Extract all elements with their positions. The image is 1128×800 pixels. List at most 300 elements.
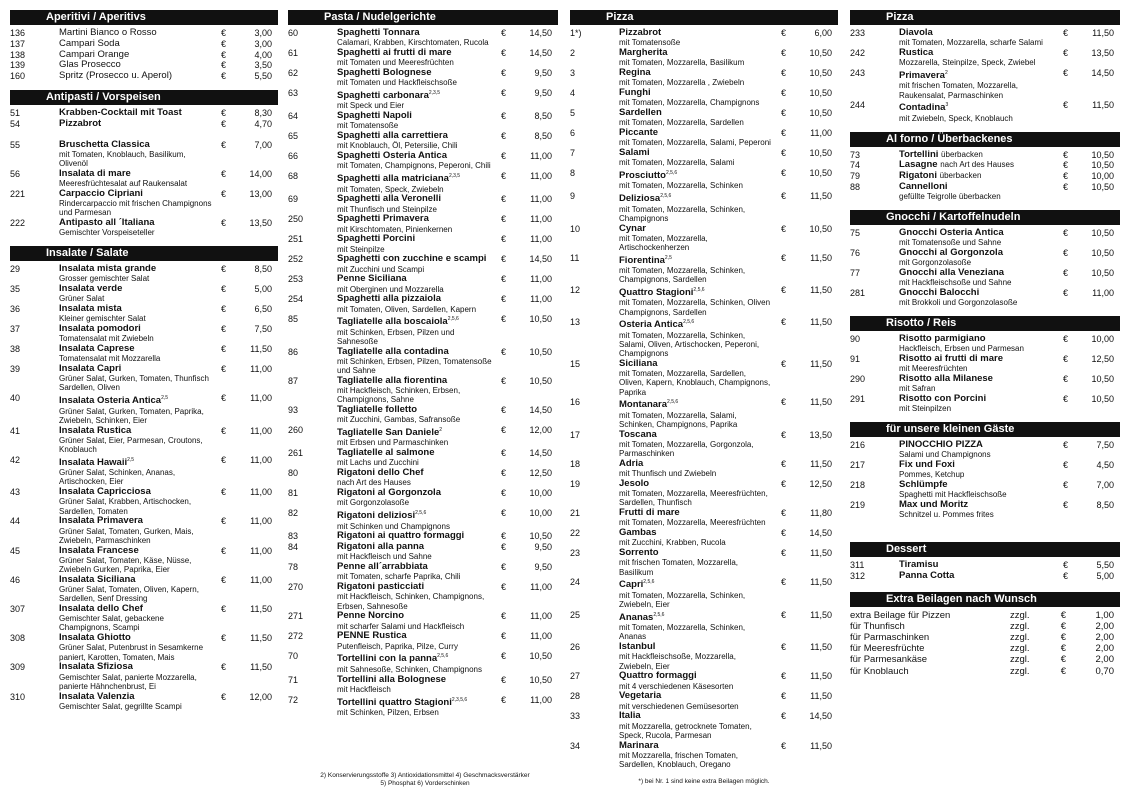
item-number: 8 [570,168,576,178]
extra-item [850,610,1120,621]
item-number: 76 [850,247,861,258]
item-description: mit Tomaten, Mozzarella, scharfe Salami [899,38,1043,48]
item-price: 14,50 [809,711,832,722]
item-description: Gemischter Salat, panierte Mozzarella, panierte Hähnchenbrust, Ei [59,672,197,691]
item-number: 308 [10,633,26,644]
item-name-text: Insalata Capri [59,362,122,374]
item-number: 138 [10,49,26,60]
currency-symbol: € [780,548,786,559]
currency-symbol: € [500,111,506,122]
item-number: 217 [850,459,866,470]
menu-item [850,354,1120,373]
item-name [337,171,492,184]
item-number: 68 [288,171,299,182]
item-price: 5,50 [1096,559,1114,570]
item-name-text: Osteria Antica [619,319,684,331]
section-header: Pizza [570,10,838,25]
currency-symbol: € [220,603,226,614]
menu-item [570,528,838,547]
currency-symbol: € [1062,559,1068,570]
currency-symbol: € [1060,665,1066,677]
item-name-text: Spaghetti Primavera [337,213,429,225]
item-price: 6,50 [254,303,272,314]
currency-symbol: € [500,468,506,479]
menu-item [288,171,558,194]
item-price: 14,50 [1091,68,1114,78]
item-description: mit Tomaten, Mozzarella , Zwiebeln [619,78,745,88]
item-description: mit frischen Tomaten, Mozzarella, Basilikum [619,558,739,577]
menu-item [850,440,1120,459]
item-number: 43 [10,487,21,498]
item-description: mit Zucchini, Gambas, Safransoße [337,415,461,425]
currency-symbol: € [500,294,506,305]
extra-item [850,621,1120,632]
item-name-text: Insalata di mare [59,167,131,179]
item-name [59,692,212,702]
item-price: 13,50 [1091,48,1114,58]
item-description: Hackfleisch, Erbsen und Parmesan [899,344,1024,354]
extra-price: 0,70 [1095,665,1114,677]
currency-symbol: € [500,542,506,553]
item-description: mit 4 verschiedenen Käsesorten [619,681,734,691]
item-number: 28 [570,691,581,702]
currency-symbol: € [1060,631,1066,643]
extra-name: für Parmaschinken [850,631,930,643]
item-description: mit Zucchini und Scampi [337,264,425,274]
currency-symbol: € [220,49,226,60]
item-price: 12,50 [1091,353,1114,364]
item-name [337,508,492,521]
item-description: Grüner Salat, Tomaten, Oliven, Kapern, Sardellen, Senf Dressing [59,584,199,604]
currency-symbol: € [500,651,506,662]
item-price: 11,00 [1092,287,1114,298]
extra-item [850,666,1120,677]
item-name-text: Spaghetti alla carrettiera [337,130,448,142]
currency-symbol: € [780,148,786,158]
item-name [337,131,492,141]
item-number: 61 [288,48,299,58]
item-price: 3,00 [254,38,272,49]
item-description: mit Tomaten und Meeresfrüchten [337,58,454,68]
item-name-text: Penne Norcino [337,610,405,622]
item-description: Grüner Salat, Schinken, Ananas, Artischocken, Eier [59,468,176,487]
currency-symbol: € [500,375,506,386]
currency-symbol: € [220,393,226,404]
item-price: 11,50 [810,548,832,559]
currency-symbol: € [500,48,506,58]
item-price: 8,30 [254,107,272,118]
item-description: mit Thunfisch und Steinpilze [337,204,437,214]
item-description: mit Schinken, Erbsen, Pilzen, Tomatensoße und Sahne [337,356,492,376]
menu-item [570,108,838,127]
menu-item [10,218,278,237]
currency-symbol: € [1062,499,1068,510]
menu-item [10,28,278,38]
item-price: 14,50 [529,448,552,459]
item-name [59,140,212,150]
item-name [899,394,1054,404]
currency-symbol: € [220,28,226,38]
item-name-text: Sorrento [619,547,659,559]
currency-symbol: € [220,107,226,118]
item-price: 11,00 [250,363,272,374]
extra-name: für Parmesankäse [850,654,928,666]
item-name-text: Spaghetti alla matriciana [337,173,449,185]
extra-name: für Meeresfrüchte [850,643,925,655]
item-description: mit Tomaten, Mozzarella, Schinken, Champignons [619,204,746,223]
item-price: 8,50 [1096,499,1114,510]
item-name [619,148,772,158]
menu-item [570,711,838,740]
menu-item [850,394,1120,413]
item-number: 218 [850,479,866,490]
item-description: mit Tomaten, Mozzarella, Basilikum [619,58,745,68]
currency-symbol: € [220,38,226,49]
item-number: 10 [570,223,581,234]
item-number: 64 [288,111,299,122]
item-name [337,448,492,458]
pizza-footnote: *) bei Nr. 1 sind keine extra Beilagen möglich. [638,778,770,785]
extra-unit: zzgl. [1010,665,1030,677]
menu-item [288,111,558,130]
item-name-text: Panna Cotta [899,569,955,581]
currency-symbol: € [1062,247,1068,258]
item-name-text: Tagliatelle alla boscaiola [337,316,448,328]
currency-symbol: € [780,223,786,234]
item-number: 22 [570,528,581,539]
item-price: 7,50 [1096,439,1114,450]
menu-item [10,71,278,81]
item-description: mit verschiedenen Gemüsesorten [619,701,739,711]
currency-symbol: € [1062,160,1068,171]
extra-item [850,632,1120,643]
currency-symbol: € [1062,570,1068,581]
item-description: Calamari, Krabben, Kirschtomaten, Rucola [337,38,489,48]
item-name [337,194,492,204]
additive-footnote: 2,5,6 [437,653,449,660]
item-price: 10,50 [1091,267,1114,278]
menu-item [570,459,838,478]
item-name-text: Spaghetti alla Veronelli [337,193,442,205]
item-price: 11,50 [1092,100,1114,111]
item-number: 71 [288,674,299,685]
extra-price: 1,00 [1095,609,1114,621]
item-description: mit Oberginen und Mozzarella [337,284,444,294]
currency-symbol: € [1062,181,1068,192]
menu-column-2 [288,10,558,718]
menu-item [850,248,1120,267]
menu-item [288,448,558,467]
item-description: mit Steinpilzen [899,404,952,414]
menu-item [850,28,1120,47]
item-name [899,334,1054,344]
item-number: 260 [288,425,304,436]
menu-item [850,288,1120,307]
item-name [899,28,1054,38]
item-name-text: Italia [619,710,641,722]
currency-symbol: € [500,582,506,593]
menu-item [570,285,838,317]
item-name [899,480,1054,490]
item-price: 10,00 [529,508,552,519]
item-name [619,168,772,181]
menu-item [570,397,838,429]
currency-symbol: € [500,674,506,685]
currency-symbol: € [780,168,786,178]
currency-symbol: € [780,108,786,118]
item-description: Grüner Salat, Tomaten, Gurken, Mais, Zwiebeln, Parmaschinken [59,526,194,545]
menu-item [570,671,838,690]
currency-symbol: € [500,214,506,225]
item-description: mit Schinken, Erbsen, Pilzen und Sahnesoße [337,327,455,346]
menu-item [288,274,558,293]
extra-unit: zzgl. [1010,654,1030,666]
menu-item [288,531,558,541]
item-number: 21 [570,508,581,519]
item-price: 9,50 [534,88,552,98]
extra-item [850,654,1120,665]
item-name [619,317,772,330]
item-name-text: Insalata Francese [59,544,139,556]
item-name-text: Antipasto all ´Italiana [59,216,155,228]
item-price: 11,00 [530,274,552,285]
item-name-text: Schlümpfe [899,478,948,490]
extra-unit: zzgl. [1010,643,1030,655]
item-name-text: Spaghetti Bolognese [337,67,432,78]
item-name [337,68,492,78]
item-price: 8,50 [534,111,552,122]
item-number: 252 [288,254,304,265]
currency-symbol: € [220,343,226,354]
menu-item [288,151,558,170]
item-name-text: Insalata Ghiotto [59,632,131,644]
item-name [899,248,1054,258]
item-price: 11,50 [250,603,272,614]
item-name [337,488,492,498]
menu-item [570,359,838,397]
item-number: 72 [288,694,299,705]
menu-item [10,140,278,169]
item-name-text: Funghi [619,87,651,98]
item-name [59,575,212,585]
item-price: 10,50 [809,148,832,158]
item-price: 14,50 [529,405,552,416]
additive-footnote: 2 [439,427,443,434]
item-number: 36 [10,303,21,314]
item-price: 3,00 [254,28,272,38]
currency-symbol: € [500,562,506,573]
item-number: 6 [570,128,576,138]
menu-item [570,68,838,87]
item-name-text: Insalata verde [59,282,123,294]
currency-symbol: € [220,662,226,673]
extra-name: extra Beilage für Pizzen [850,609,951,621]
item-name-text: Piccante [619,127,659,138]
item-name [337,425,492,438]
menu-item [10,60,278,70]
item-name [619,128,772,138]
item-number: 79 [850,171,861,182]
additive-footnote: 2,5 [161,395,169,402]
menu-item [288,611,558,630]
item-name [59,50,212,60]
currency-symbol: € [1062,68,1068,78]
item-name [619,671,772,681]
menu-item [10,546,278,575]
menu-item [288,347,558,376]
item-number: 85 [288,314,299,325]
section-header: Risotto / Reis [850,316,1120,331]
currency-symbol: € [780,359,786,369]
currency-symbol: € [220,263,226,274]
item-description: Grüner Salat, Krabben, Artischocken, Sardellen, Tomaten [59,497,192,516]
item-name [619,68,772,78]
item-price: 5,50 [254,71,272,82]
item-description: mit Safran [899,384,936,394]
menu-column-4 [850,10,1120,677]
menu-item [570,224,838,253]
item-name [59,426,212,436]
currency-symbol: € [220,168,226,179]
item-description: mit Tomaten, Mozzarella, Meeresfrüchten [619,518,766,528]
menu-item [10,119,278,129]
item-number: 5 [570,108,576,118]
item-number: 69 [288,194,299,205]
item-number: 281 [850,287,866,298]
section-header: Extra Beilagen nach Wunsch [850,592,1120,607]
item-number: 33 [570,711,581,722]
currency-symbol: € [500,194,506,205]
item-name [899,228,1054,238]
item-number: 271 [288,611,304,622]
item-number: 18 [570,458,581,469]
menu-item [850,150,1120,160]
item-description: Grüner Salat, Gurken, Tomaten, Paprika, Zwiebeln, Schinken, Eier [59,406,204,425]
item-name-text: Primavera [899,70,945,82]
item-name [59,264,212,274]
menu-item [10,575,278,604]
additive-footnote: 2,5,6 [665,170,678,176]
item-price: 10,50 [529,651,552,662]
item-description: mit Gorgonzolasoße [337,498,410,508]
currency-symbol: € [1060,620,1066,632]
menu-item [10,324,278,343]
item-price: 11,00 [530,151,552,162]
item-price: 7,00 [254,139,272,150]
item-description: Gemischter Salat, gebackene Champignons, Scampi [59,614,164,633]
item-price: 11,00 [530,582,552,593]
menu-item [288,28,558,47]
item-description: Schnitzel u. Pommes frites [899,510,994,520]
item-number: 81 [288,488,299,499]
currency-symbol: € [500,611,506,622]
additive-footnote: 3 [945,102,949,109]
item-name [337,48,492,58]
item-name-text: Quattro Stagioni [619,287,694,299]
item-name-text: Rigatoni pasticciati [337,581,425,593]
item-name-text: Campari Soda [59,37,120,49]
item-number: 242 [850,48,866,58]
item-price: 11,00 [250,574,272,585]
item-name [337,405,492,415]
menu-item [10,284,278,303]
menu-item [288,68,558,87]
item-description: mit Lachs und Zucchini [337,458,419,468]
currency-symbol: € [500,68,506,78]
item-description: mit Tomatensoße [619,38,681,48]
item-number: 24 [570,577,581,588]
item-name [337,254,492,264]
item-name [899,571,1054,581]
item-name [337,542,492,552]
item-description: mit Brokkoli und Gorgonzolasoße [899,298,1018,308]
item-price: 11,00 [530,294,552,305]
item-price: 10,50 [809,168,832,178]
item-number: 62 [288,68,299,78]
item-price: 11,50 [250,343,272,354]
item-name [619,459,772,469]
item-number: 74 [850,160,861,171]
item-price: 11,00 [530,694,552,705]
currency-symbol: € [220,487,226,498]
menu-item [850,100,1120,123]
item-description: Tomatensalat mit Zwiebeln [59,334,154,344]
menu-item [10,364,278,393]
menu-item [10,108,278,118]
menu-item [570,577,838,609]
item-price: 7,00 [1096,479,1114,490]
item-description: mit Zwiebeln, Speck, Knoblauch [899,113,1013,123]
item-name [337,582,492,592]
item-number: 16 [570,397,581,408]
item-name-text: Istanbul [619,641,656,653]
item-number: 12 [570,285,581,296]
item-price: 8,50 [534,131,552,142]
menu-item [850,571,1120,581]
item-price: 10,50 [529,346,552,357]
item-description-inline: überbacken [939,171,982,181]
currency-symbol: € [780,128,786,138]
item-price: 11,50 [250,633,272,644]
additive-footnote: 2,3,5 [448,173,461,180]
item-price: 11,50 [810,252,832,263]
item-name [899,268,1054,278]
extra-name: für Knoblauch [850,665,909,677]
item-number: 65 [288,131,299,142]
menu-item [570,610,838,642]
item-name-text: Pizzabrot [59,117,102,129]
item-name-text: Gnocchi alla Veneziana [899,266,1005,278]
menu-item [10,264,278,283]
item-price: 11,80 [810,508,832,519]
item-price: 6,00 [814,28,832,38]
currency-symbol: € [780,252,786,263]
item-price: 10,00 [1091,333,1114,344]
item-number: 139 [10,60,26,71]
menu-item [288,508,558,531]
item-name-text: Campari Orange [59,48,130,60]
item-price: 4,00 [254,49,272,60]
item-name [59,455,212,468]
menu-item [570,508,838,527]
item-description: mit Tomatensoße [337,121,399,131]
item-name-text: Spritz (Prosecco u. Aperol) [59,70,172,82]
item-description: mit frischen Tomaten, Mozzarella, Raukensalat, Parmaschinken [899,81,1019,100]
currency-symbol: € [220,454,226,465]
item-name-text: Martini Bianco o Rosso [59,27,157,38]
item-name [619,88,772,98]
item-number: 219 [850,499,866,510]
